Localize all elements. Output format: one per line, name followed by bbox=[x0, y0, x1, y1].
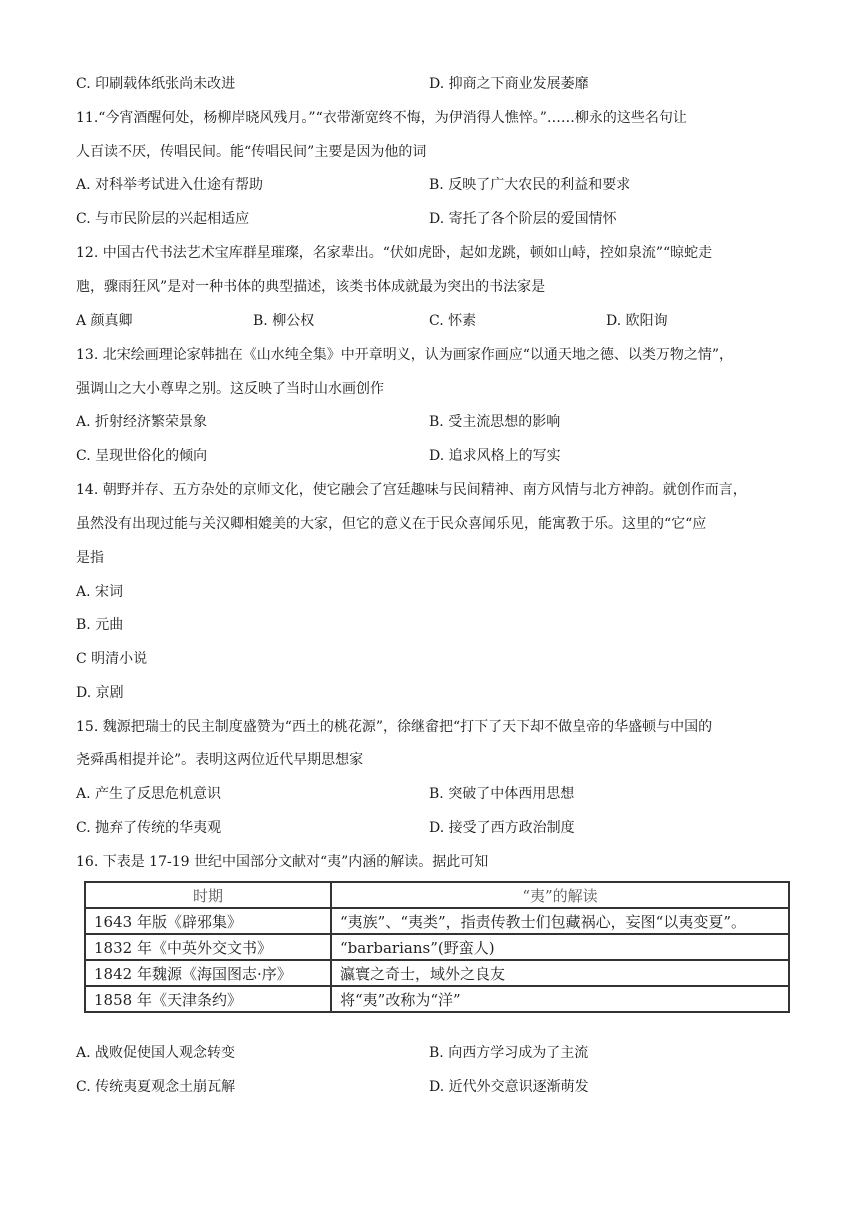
q12-stem-line2: 虺，骤雨狂风”是对一种书体的典型描述，该类书体成就最为突出的书法家是 bbox=[76, 279, 546, 295]
q12-option-d: D. 欧阳询 bbox=[606, 313, 668, 329]
q12-option-c: C. 怀素 bbox=[429, 313, 477, 329]
q12-option-b: B. 柳公权 bbox=[253, 313, 315, 329]
q15-stem-line2: 尧舜禹相提并论”。表明这两位近代早期思想家 bbox=[76, 752, 364, 768]
table-cell-period: 1858 年《天津条约》 bbox=[85, 986, 331, 1012]
table-cell-interpretation: 将“夷”改称为“洋” bbox=[331, 986, 789, 1012]
table-cell-period: 1842 年魏源《海国图志·序》 bbox=[85, 960, 331, 986]
q13-option-a: A. 折射经济繁荣景象 bbox=[76, 414, 208, 430]
q16-option-c: C. 传统夷夏观念土崩瓦解 bbox=[76, 1079, 236, 1095]
q15-option-c: C. 抛弃了传统的华夷观 bbox=[76, 820, 222, 836]
q15-option-d: D. 接受了西方政治制度 bbox=[429, 820, 575, 836]
table-cell-interpretation: “barbarians”(野蛮人) bbox=[331, 934, 789, 960]
q14-option-b: B. 元曲 bbox=[76, 617, 124, 633]
q11-option-c: C. 与市民阶层的兴起相适应 bbox=[76, 211, 250, 227]
q14-stem-line3: 是指 bbox=[76, 550, 104, 566]
q11-stem-line1: 11.“今宵酒醒何处，杨柳岸晓风残月。”“衣带渐宽终不悔，为伊消得人憔悴。”……柳永的这些名句让 bbox=[76, 110, 687, 126]
q11-option-a: A. 对科举考试进入仕途有帮助 bbox=[76, 177, 264, 193]
q16-option-b: B. 向西方学习成为了主流 bbox=[429, 1045, 589, 1061]
table-header-interpretation: “夷”的解读 bbox=[331, 882, 789, 908]
q12-option-a: A 颜真卿 bbox=[76, 313, 133, 329]
q10-option-d: D. 抑商之下商业发展萎靡 bbox=[429, 76, 589, 92]
table-cell-interpretation: “夷族”、“夷类”，指责传教士们包藏祸心，妄图“以夷变夏”。 bbox=[331, 908, 789, 934]
q13-option-b: B. 受主流思想的影响 bbox=[429, 414, 561, 430]
q13-stem-line2: 强调山之大小尊卑之别。这反映了当时山水画创作 bbox=[76, 381, 384, 397]
table-header-period: 时期 bbox=[85, 882, 331, 908]
table-row bbox=[85, 908, 789, 934]
q15-option-a: A. 产生了反思危机意识 bbox=[76, 786, 222, 802]
table-cell-interpretation: 瀛寰之奇士，域外之良友 bbox=[331, 960, 789, 986]
q12-stem-line1: 12. 中国古代书法艺术宝库群星璀璨，名家辈出。“伏如虎卧，起如龙跳，顿如山峙，控如泉流”“晾蛇走 bbox=[76, 245, 713, 261]
q14-stem-line1: 14. 朝野并存、五方杂处的京师文化，使它融会了宫廷趣味与民间精神、南方风情与北方神韵。就创作而言， bbox=[76, 482, 747, 498]
q15-option-b: B. 突破了中体西用思想 bbox=[429, 786, 575, 802]
table-cell-period: 1832 年《中英外交文书》 bbox=[85, 934, 331, 960]
table-row bbox=[85, 934, 789, 960]
table-row bbox=[85, 960, 789, 986]
q11-stem-line2: 人百读不厌，传唱民间。能“传唱民间”主要是因为他的词 bbox=[76, 144, 427, 160]
q10-option-c: C. 印刷载体纸张尚未改进 bbox=[76, 76, 236, 92]
q16-option-a: A. 战败促使国人观念转变 bbox=[76, 1045, 236, 1061]
q13-option-d: D. 追求风格上的写实 bbox=[429, 448, 561, 464]
q14-option-d: D. 京剧 bbox=[76, 685, 124, 701]
q14-option-a: A. 宋词 bbox=[76, 584, 124, 600]
q13-stem-line1: 13. 北宋绘画理论家韩拙在《山水纯全集》中开章明义，认为画家作画应“以通天地之德、以类万物之情”， bbox=[76, 347, 734, 363]
q16-table bbox=[84, 881, 790, 1013]
q16-option-d: D. 近代外交意识逐渐萌发 bbox=[429, 1079, 589, 1095]
q14-option-c: C 明清小说 bbox=[76, 651, 148, 667]
table-header-row bbox=[85, 882, 789, 908]
q15-stem-line1: 15. 魏源把瑞士的民主制度盛赞为“西土的桃花源”，徐继畲把“打下了天下却不做皇帝的华盛顿与中国的 bbox=[76, 719, 713, 735]
table-row bbox=[85, 986, 789, 1012]
q13-option-c: C. 呈现世俗化的倾向 bbox=[76, 448, 208, 464]
q16-stem: 16. 下表是 17-19 世纪中国部分文献对“夷”内涵的解读。据此可知 bbox=[76, 854, 489, 870]
q11-option-b: B. 反映了广大农民的利益和要求 bbox=[429, 177, 631, 193]
q11-option-d: D. 寄托了各个阶层的爱国情怀 bbox=[429, 211, 617, 227]
q14-stem-line2: 虽然没有出现过能与关汉卿相媲美的大家，但它的意义在于民众喜闻乐见，能寓教于乐。这里的“它“应 bbox=[76, 516, 707, 532]
table-cell-period: 1643 年版《辟邪集》 bbox=[85, 908, 331, 934]
